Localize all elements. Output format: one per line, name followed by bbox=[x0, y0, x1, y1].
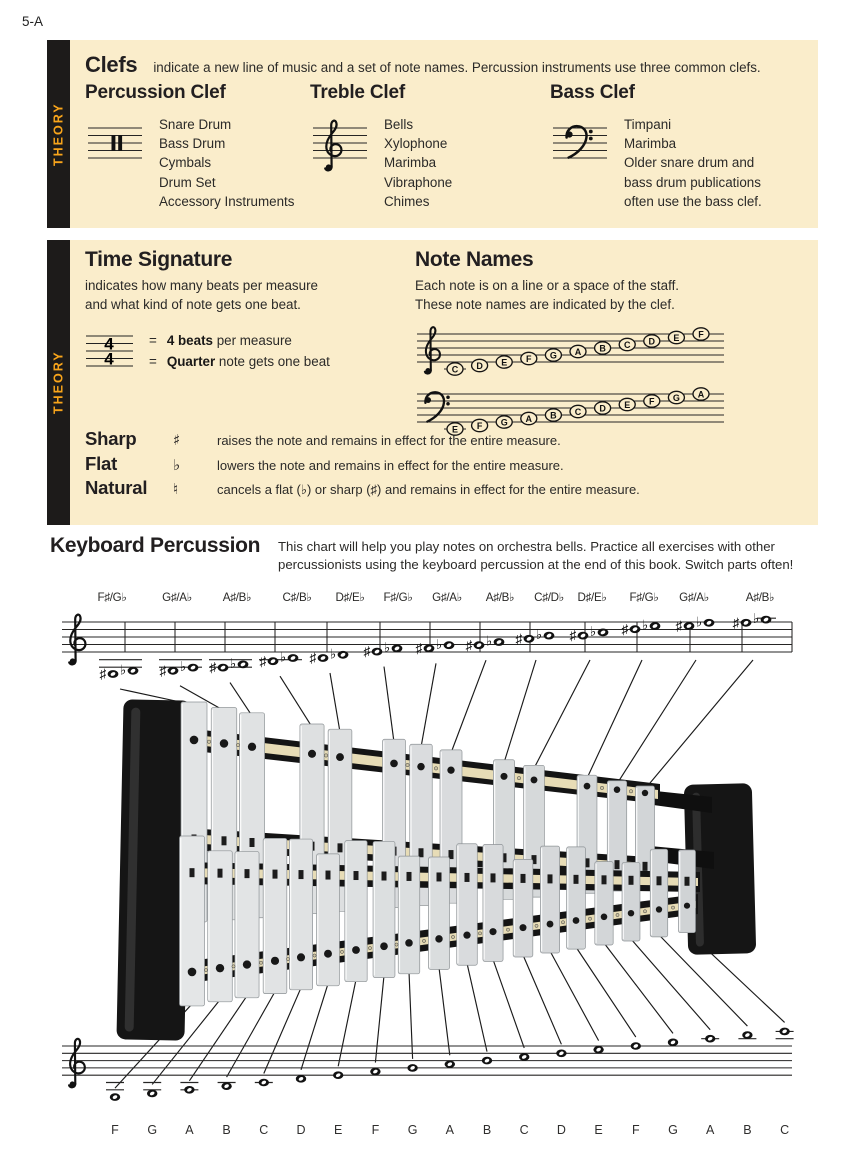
accidental-label: A♯/B♭ bbox=[745, 591, 775, 604]
note-name-letter: A bbox=[525, 413, 533, 424]
note-name-letter: F bbox=[698, 329, 704, 340]
bar-to-note-line bbox=[375, 976, 384, 1063]
rule-bold-term: Quarter bbox=[166, 354, 216, 369]
keyboard-percussion-title: Keyboard Percussion bbox=[50, 534, 261, 557]
sharp-note-to-bar-line bbox=[645, 660, 753, 789]
time-signature-title: Time Signature bbox=[85, 248, 233, 271]
note-names-title: Note Names bbox=[415, 248, 534, 271]
accidental-symbol: ♭ bbox=[173, 455, 181, 474]
theory-tab bbox=[47, 240, 70, 525]
bar-to-note-line bbox=[439, 967, 450, 1055]
flat-sign: ♭ bbox=[485, 633, 493, 649]
natural-bar bbox=[373, 841, 395, 977]
note-names-desc-line: Each note is on a line or a space of the staff. bbox=[415, 278, 680, 293]
natural-bar bbox=[483, 845, 503, 962]
natural-bar bbox=[317, 854, 340, 986]
bar-to-note-line bbox=[550, 951, 599, 1041]
note-name-letter: A bbox=[697, 389, 705, 400]
bar-to-note-line bbox=[493, 959, 524, 1048]
clef-instrument: Snare Drum bbox=[159, 117, 232, 132]
bar-to-note-line bbox=[467, 963, 487, 1051]
natural-letter: A bbox=[445, 1123, 454, 1137]
rule-text: note gets one beat bbox=[215, 354, 330, 369]
note-name-letter: A bbox=[574, 346, 582, 357]
sharp-sign: ♯ bbox=[732, 615, 740, 631]
natural-bar bbox=[398, 856, 419, 974]
sharp-sign: ♯ bbox=[363, 644, 371, 660]
percussion-clef-icon bbox=[85, 114, 145, 176]
note-name-bubble bbox=[496, 416, 512, 428]
sharp-sign: ♯ bbox=[159, 663, 167, 679]
time-signature-icon bbox=[85, 328, 135, 376]
sharp-sign: ♯ bbox=[309, 650, 317, 666]
natural-letter: F bbox=[371, 1123, 380, 1137]
sharp-note-to-bar-line bbox=[280, 676, 312, 727]
time-signature-desc-line: and what kind of note gets one beat. bbox=[85, 297, 301, 312]
time-signature-rule bbox=[149, 330, 330, 351]
accidental-label: A♯/B♭ bbox=[485, 591, 515, 604]
clef-column-bass bbox=[550, 82, 784, 211]
clef-column-treble bbox=[310, 82, 452, 211]
glockenspiel-image bbox=[116, 699, 756, 1040]
bar-to-note-line bbox=[604, 943, 673, 1033]
accidental-label: D♯/E♭ bbox=[335, 591, 365, 604]
note-name-letter: E bbox=[624, 399, 631, 410]
note-name-bubble bbox=[668, 391, 684, 403]
page-number: 5-A bbox=[22, 14, 44, 29]
natural-letters-row bbox=[111, 1123, 789, 1137]
note-name-bubble bbox=[570, 345, 586, 357]
sharp-note-to-bar-line bbox=[504, 660, 536, 763]
theory-tab-label: THEORY bbox=[51, 350, 66, 415]
clef-column-heading: Percussion Clef bbox=[85, 82, 226, 103]
accidental-label: C♯/D♭ bbox=[534, 591, 564, 604]
natural-letter: F bbox=[631, 1123, 640, 1137]
note-name-letter: F bbox=[649, 396, 655, 407]
clef-instrument: Marimba bbox=[384, 155, 437, 171]
natural-bar bbox=[622, 862, 640, 941]
accidental-label: A♯/B♭ bbox=[222, 591, 252, 604]
flat-sign: ♭ bbox=[435, 636, 443, 652]
keyboard-percussion-chart bbox=[0, 578, 864, 1152]
natural-letter: B bbox=[482, 1123, 492, 1137]
accidental-label: D♯/E♭ bbox=[577, 591, 607, 604]
natural-letter: E bbox=[594, 1123, 603, 1137]
treble-note-names-staff bbox=[415, 320, 727, 378]
sharp-note-to-bar-line bbox=[421, 663, 436, 747]
clef-instrument-list bbox=[624, 115, 784, 211]
clefs-intro: indicate a new line of music and a set of note names. Percussion instruments use three common clefs. bbox=[153, 60, 761, 75]
top-staff bbox=[62, 615, 792, 665]
natural-letter: F bbox=[111, 1123, 119, 1137]
note-name-letter: D bbox=[648, 336, 656, 347]
sharp-sign: ♯ bbox=[465, 637, 473, 653]
treble-clef-icon bbox=[310, 114, 370, 176]
equals-sign: = bbox=[149, 354, 157, 369]
keyboard-percussion-desc bbox=[278, 538, 818, 574]
flat-sign: ♭ bbox=[279, 649, 287, 665]
natural-letter: A bbox=[185, 1123, 194, 1137]
sharp-sign: ♯ bbox=[675, 618, 683, 634]
note-name-letter: F bbox=[476, 420, 483, 431]
accidental-label: F♯/G♭ bbox=[383, 591, 413, 604]
note-name-letter: E bbox=[501, 357, 508, 368]
natural-letter: A bbox=[706, 1123, 715, 1137]
flat-sign: ♭ bbox=[641, 617, 649, 633]
sharp-note-to-bar-line bbox=[617, 660, 696, 784]
note-name-bubble bbox=[644, 395, 660, 407]
note-name-bubble bbox=[619, 398, 635, 410]
flat-sign: ♭ bbox=[752, 611, 760, 627]
bar-to-note-line bbox=[523, 955, 561, 1044]
sharp-note-to-bar-line bbox=[330, 673, 340, 732]
natural-letter: C bbox=[259, 1123, 269, 1137]
natural-bar bbox=[345, 841, 367, 982]
clefs-title: Clefs bbox=[85, 52, 138, 77]
natural-letter: B bbox=[222, 1123, 231, 1137]
rule-text: per measure bbox=[212, 333, 292, 348]
flat-sign: ♭ bbox=[119, 662, 127, 678]
note-name-bubble bbox=[668, 331, 684, 343]
flat-sign: ♭ bbox=[695, 614, 703, 630]
theory-panel bbox=[47, 240, 818, 525]
sharp-note-to-bar-line bbox=[534, 660, 590, 768]
accidental-symbol: ♯ bbox=[173, 431, 181, 449]
clef-instrument: Timpani bbox=[624, 117, 672, 132]
keyboard-percussion-desc-line: percussionists using the keyboard percussion at the end of this book. Switch parts often! bbox=[278, 557, 794, 572]
equals-sign: = bbox=[149, 333, 157, 348]
natural-bar bbox=[595, 862, 613, 945]
bar-to-note-line bbox=[301, 984, 328, 1070]
bar-to-note-line bbox=[576, 947, 636, 1037]
accidental-row bbox=[85, 477, 640, 502]
accidental-name: Sharp bbox=[85, 428, 137, 449]
flat-sign: ♭ bbox=[329, 646, 337, 662]
note-name-letter: C bbox=[623, 339, 631, 350]
accidental-label: F♯/G♭ bbox=[97, 591, 127, 604]
accidental-labels-row bbox=[97, 591, 774, 604]
natural-bar bbox=[457, 844, 478, 965]
natural-letter: D bbox=[556, 1123, 566, 1137]
time-signature-rules bbox=[149, 330, 330, 372]
note-name-bubble bbox=[595, 402, 611, 414]
note-name-bubble bbox=[693, 328, 709, 340]
sharp-sign: ♯ bbox=[209, 660, 217, 676]
note-name-letter: G bbox=[500, 417, 508, 428]
time-signature-desc-line: indicates how many beats per measure bbox=[85, 278, 318, 293]
clef-instrument-list bbox=[159, 115, 294, 211]
theory-panel-body bbox=[70, 240, 818, 525]
note-name-letter: F bbox=[526, 353, 532, 364]
accidental-row bbox=[85, 453, 640, 478]
clef-instrument: Xylophone bbox=[384, 136, 448, 152]
clef-instrument: Marimba bbox=[624, 136, 677, 152]
accidentals-rows bbox=[85, 428, 640, 502]
bass-clef-icon bbox=[566, 126, 592, 157]
time-signature-top-number: 4 bbox=[104, 334, 114, 354]
note-name-bubble bbox=[693, 388, 709, 400]
natural-letter: G bbox=[147, 1123, 158, 1137]
accidental-desc: cancels a flat (♭) or sharp (♯) and remains in effect for the entire measure. bbox=[217, 482, 640, 497]
bass-clef-icon bbox=[550, 114, 610, 176]
accidental-symbol: ♮ bbox=[173, 480, 179, 498]
natural-letter: E bbox=[334, 1123, 343, 1137]
accidental-row bbox=[85, 428, 640, 453]
accidental-name: Natural bbox=[85, 477, 148, 498]
natural-letter: D bbox=[296, 1123, 306, 1137]
clef-column-percussion bbox=[85, 82, 294, 211]
natural-letter: C bbox=[780, 1123, 790, 1137]
natural-bar bbox=[567, 847, 586, 949]
flat-sign: ♭ bbox=[179, 659, 187, 675]
accidental-name: Flat bbox=[85, 452, 118, 474]
clef-instrument: Bass Drum bbox=[159, 136, 226, 152]
flat-sign: ♭ bbox=[535, 627, 543, 643]
time-signature-block bbox=[85, 248, 330, 376]
note-name-bubble bbox=[545, 349, 561, 361]
note-name-bubble bbox=[521, 352, 537, 364]
note-name-letter: E bbox=[451, 424, 459, 435]
note-name-letter: B bbox=[550, 410, 557, 421]
theory-tab bbox=[47, 40, 70, 228]
keyboard-percussion-desc-line: This chart will help you play notes on orchestra bells. Practice all exercises with other bbox=[278, 539, 775, 554]
clef-instrument: Chimes bbox=[384, 193, 430, 209]
note-names-desc-line: These note names are indicated by the clef. bbox=[415, 297, 675, 312]
natural-bar bbox=[679, 850, 696, 933]
natural-bar bbox=[513, 859, 533, 957]
clefs-panel-body bbox=[70, 40, 818, 228]
note-name-bubble bbox=[496, 356, 512, 368]
clef-instrument: Vibraphone bbox=[384, 174, 453, 190]
clefs-panel bbox=[47, 40, 818, 228]
note-name-letter: G bbox=[549, 350, 557, 361]
sharp-sign: ♯ bbox=[621, 621, 629, 637]
note-name-letter: E bbox=[673, 332, 680, 343]
note-name-bubble bbox=[545, 409, 561, 421]
sharp-sign: ♯ bbox=[99, 666, 107, 682]
note-name-bubble bbox=[595, 342, 611, 354]
flat-sign: ♭ bbox=[589, 624, 597, 639]
natural-bar bbox=[208, 851, 233, 1002]
natural-letter: B bbox=[743, 1123, 752, 1137]
note-name-bubble bbox=[570, 405, 586, 417]
clef-column-heading: Treble Clef bbox=[310, 82, 405, 103]
note-name-letter: D bbox=[599, 403, 606, 414]
clef-instrument-list bbox=[384, 115, 452, 211]
flat-sign: ♭ bbox=[383, 640, 391, 655]
sharp-sign: ♯ bbox=[259, 653, 267, 669]
clef-instrument: Drum Set bbox=[159, 174, 216, 190]
accidental-label: F♯/G♭ bbox=[629, 591, 659, 604]
sharp-note-to-bar-line bbox=[451, 660, 486, 753]
theory-tab-label: THEORY bbox=[51, 102, 66, 166]
natural-letter: G bbox=[407, 1123, 418, 1137]
sharp-sign: ♯ bbox=[515, 631, 523, 647]
note-name-letter: G bbox=[672, 392, 680, 403]
sharp-note-to-bar-line bbox=[384, 667, 394, 743]
note-name-letter: C bbox=[574, 406, 582, 417]
accidental-label: G♯/A♭ bbox=[162, 591, 192, 604]
natural-bar bbox=[540, 846, 559, 953]
natural-bar bbox=[428, 857, 449, 969]
note-name-bubble bbox=[521, 412, 537, 424]
time-signature-rule bbox=[149, 351, 330, 372]
note-names-block bbox=[415, 248, 727, 438]
natural-letter: C bbox=[519, 1123, 529, 1137]
clef-instrument: Older snare drum and bass drum publications often use the bass clef. bbox=[624, 155, 762, 209]
accidental-label: G♯/A♭ bbox=[432, 591, 462, 604]
clef-instrument: Accessory Instruments bbox=[159, 193, 295, 209]
clef-column-heading: Bass Clef bbox=[550, 82, 635, 103]
bass-clef-icon bbox=[425, 392, 450, 421]
accidental-desc: lowers the note and remains in effect for the entire measure. bbox=[217, 457, 564, 473]
flat-sign: ♭ bbox=[229, 656, 237, 671]
note-name-letter: C bbox=[451, 364, 459, 375]
natural-bar bbox=[650, 849, 667, 937]
note-name-bubble bbox=[447, 363, 463, 375]
rule-bold-term: 4 beats bbox=[166, 333, 213, 348]
accidental-desc: raises the note and remains in effect for the entire measure. bbox=[217, 433, 561, 448]
clef-instrument: Bells bbox=[384, 117, 414, 132]
note-name-bubble bbox=[644, 335, 660, 347]
note-name-letter: B bbox=[599, 343, 606, 354]
natural-bar bbox=[235, 852, 259, 998]
sharp-note-to-bar-line bbox=[587, 660, 642, 778]
time-signature-bottom-number: 4 bbox=[104, 349, 114, 369]
clef-instrument: Cymbals bbox=[159, 155, 212, 171]
sharp-sign: ♯ bbox=[569, 628, 577, 644]
accidental-label: G♯/A♭ bbox=[679, 591, 709, 604]
sharp-sign: ♯ bbox=[415, 641, 423, 656]
natural-letter: G bbox=[668, 1123, 678, 1137]
accidental-label: C♯/B♭ bbox=[282, 591, 312, 604]
note-name-letter: D bbox=[476, 360, 483, 371]
note-name-bubble bbox=[472, 359, 488, 371]
natural-bar bbox=[180, 836, 205, 1006]
note-name-bubble bbox=[619, 338, 635, 350]
natural-bar bbox=[263, 838, 287, 993]
natural-bar bbox=[289, 839, 312, 990]
